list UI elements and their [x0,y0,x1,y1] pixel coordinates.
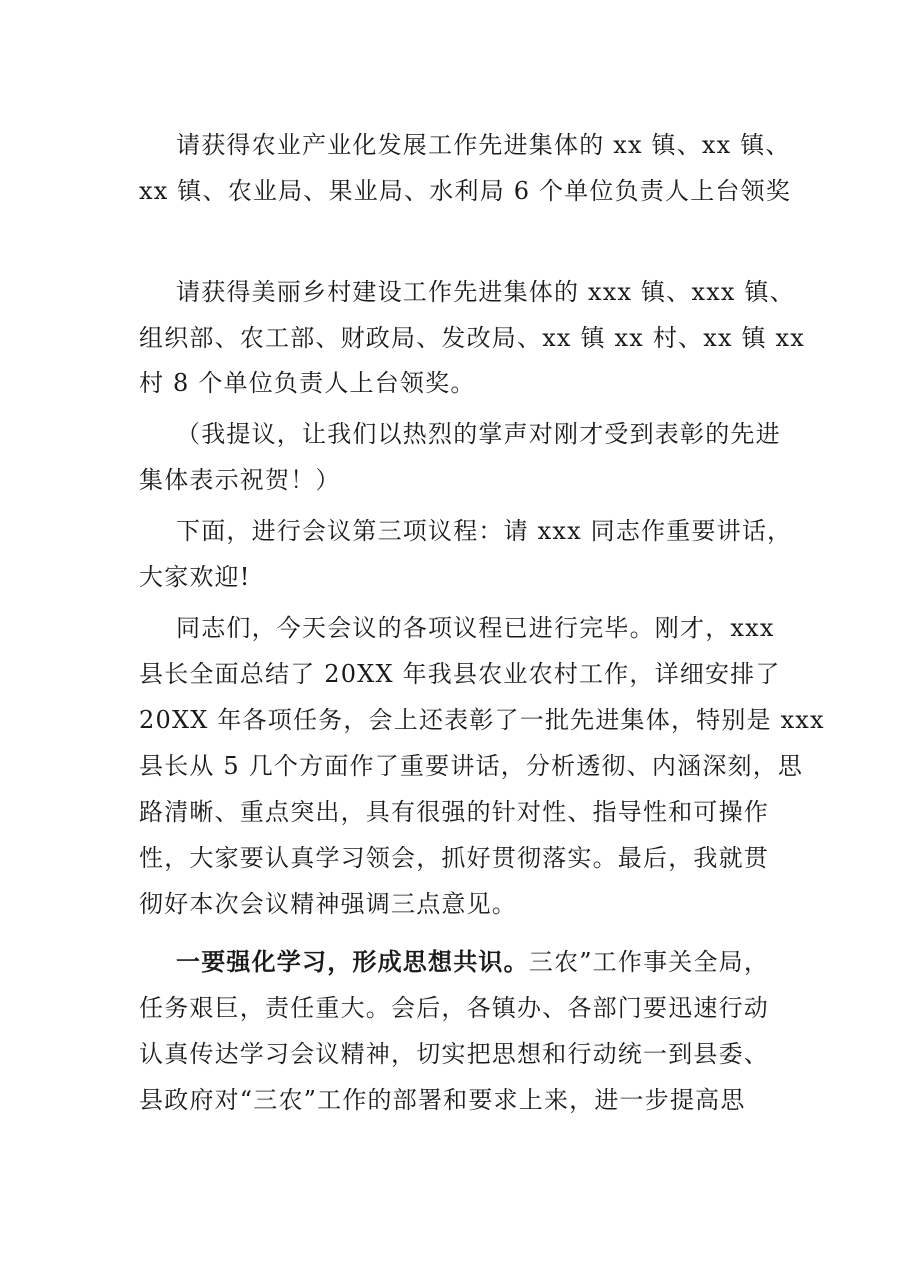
text-line: 县政府对“三农”工作的部署和要求上来，进一步提高思 [139,1086,746,1114]
heading-line [176,948,769,976]
text-line: 组织部、农工部、财政局、发改局、xx 镇 xx 村、xx 镇 xx [139,324,806,352]
text-line: 20XX 年各项任务，会上还表彰了一批先进集体，特别是 xxx [139,706,825,734]
text-line: xx 镇、农业局、果业局、水利局 6 个单位负责人上台领奖 [139,177,792,205]
text-line: 请获得农业产业化发展工作先进集体的 xx 镇、xx 镇、 [176,131,791,159]
text-line: 路清晰、重点突出，具有很强的针对性、指导性和可操作 [139,798,769,826]
text-line: 下面，进行会议第三项议程：请 xxx 同志作重要讲话， [176,517,793,545]
text-line: 村 8 个单位负责人上台领奖。 [139,369,476,397]
text-line: 县长从 5 几个方面作了重要讲话，分析透彻、内涵深刻，思 [139,752,804,780]
text-line: 彻好本次会议精神强调三点意见。 [139,890,517,918]
text-line: 大家欢迎! [139,563,251,591]
text-line: 任务艰巨，责任重大。会后，各镇办、各部门要迅速行动 [139,994,769,1022]
text-run: 三农”工作事关全局， [528,948,770,976]
text-line: （我提议，让我们以热烈的掌声对刚才受到表彰的先进 [176,420,781,448]
text-line: 请获得美丽乡村建设工作先进集体的 xxx 镇、xxx 镇、 [176,278,795,306]
text-line: 认真传达学习会议精神，切实把思想和行动统一到县委、 [139,1040,769,1068]
text-line: 性，大家要认真学习领会，抓好贯彻落实。最后，我就贯 [139,844,769,872]
text-line: 集体表示祝贺！） [139,466,341,494]
bold-heading: 一要强化学习，形成思想共识。 [176,947,529,976]
text-line: 县长全面总结了 20XX 年我县农业农村工作，详细安排了 [139,660,781,688]
text-line: 同志们，今天会议的各项议程已进行完毕。刚才，xxx [176,614,775,642]
